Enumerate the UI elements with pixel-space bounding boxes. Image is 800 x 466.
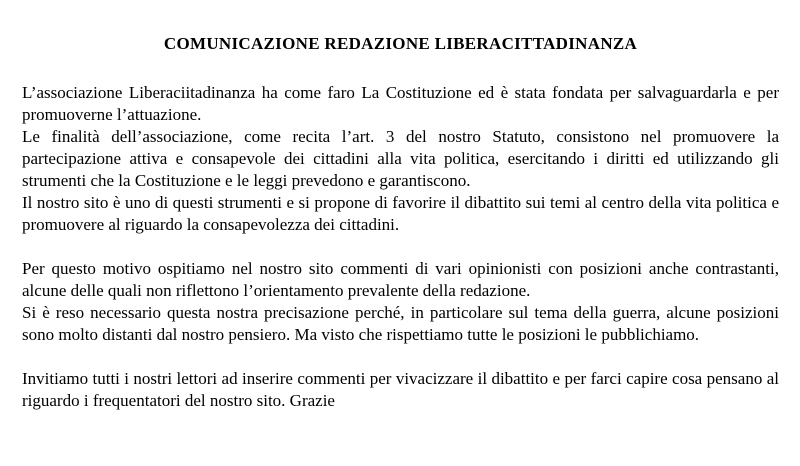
document-title: COMUNICAZIONE REDAZIONE LIBERACITTADINANZA (163, 34, 638, 53)
paragraph-sentence: L’associazione Liberaciitadinanza ha come faro La Costituzione ed è stata fondata per salvaguardarla e per promuoverne l’attuazione. (22, 83, 779, 124)
document-body (22, 82, 779, 412)
paragraph-sentence: Le finalità dell’associazione, come recita l’art. 3 del nostro Statuto, consistono nel promuovere la partecipazione attiva e consapevole dei cittadini alla vita politica, esercitando i diritti ed utilizzando gli strumenti che la Costituzione e le leggi prevedono e garantiscono. (22, 127, 779, 190)
blank-line (22, 346, 779, 368)
paragraph-sentence: Si è reso necessario questa nostra precisazione perché, in particolare sul tema della guerra, alcune posizioni sono molto distanti dal nostro pensiero. Ma visto che rispettiamo tutte le posizioni le pubblichiamo. (22, 303, 779, 344)
blank-line (22, 236, 779, 258)
paragraph-sentence: Invitiamo tutti i nostri lettori ad inserire commenti per vivacizzare il dibattito e per farci capire cosa pensano al riguardo i frequentatori del nostro sito. Grazie (22, 369, 779, 410)
paragraph-sentence: Per questo motivo ospitiamo nel nostro sito commenti di vari opinionisti con posizioni anche contrastanti, alcune delle quali non riflettono l’orientamento prevalente della redazione. (22, 259, 779, 300)
paragraph-sentence: Il nostro sito è uno di questi strumenti e si propone di favorire il dibattito sui temi al centro della vita politica e promuovere al riguardo la consapevolezza dei cittadini. (22, 193, 779, 234)
